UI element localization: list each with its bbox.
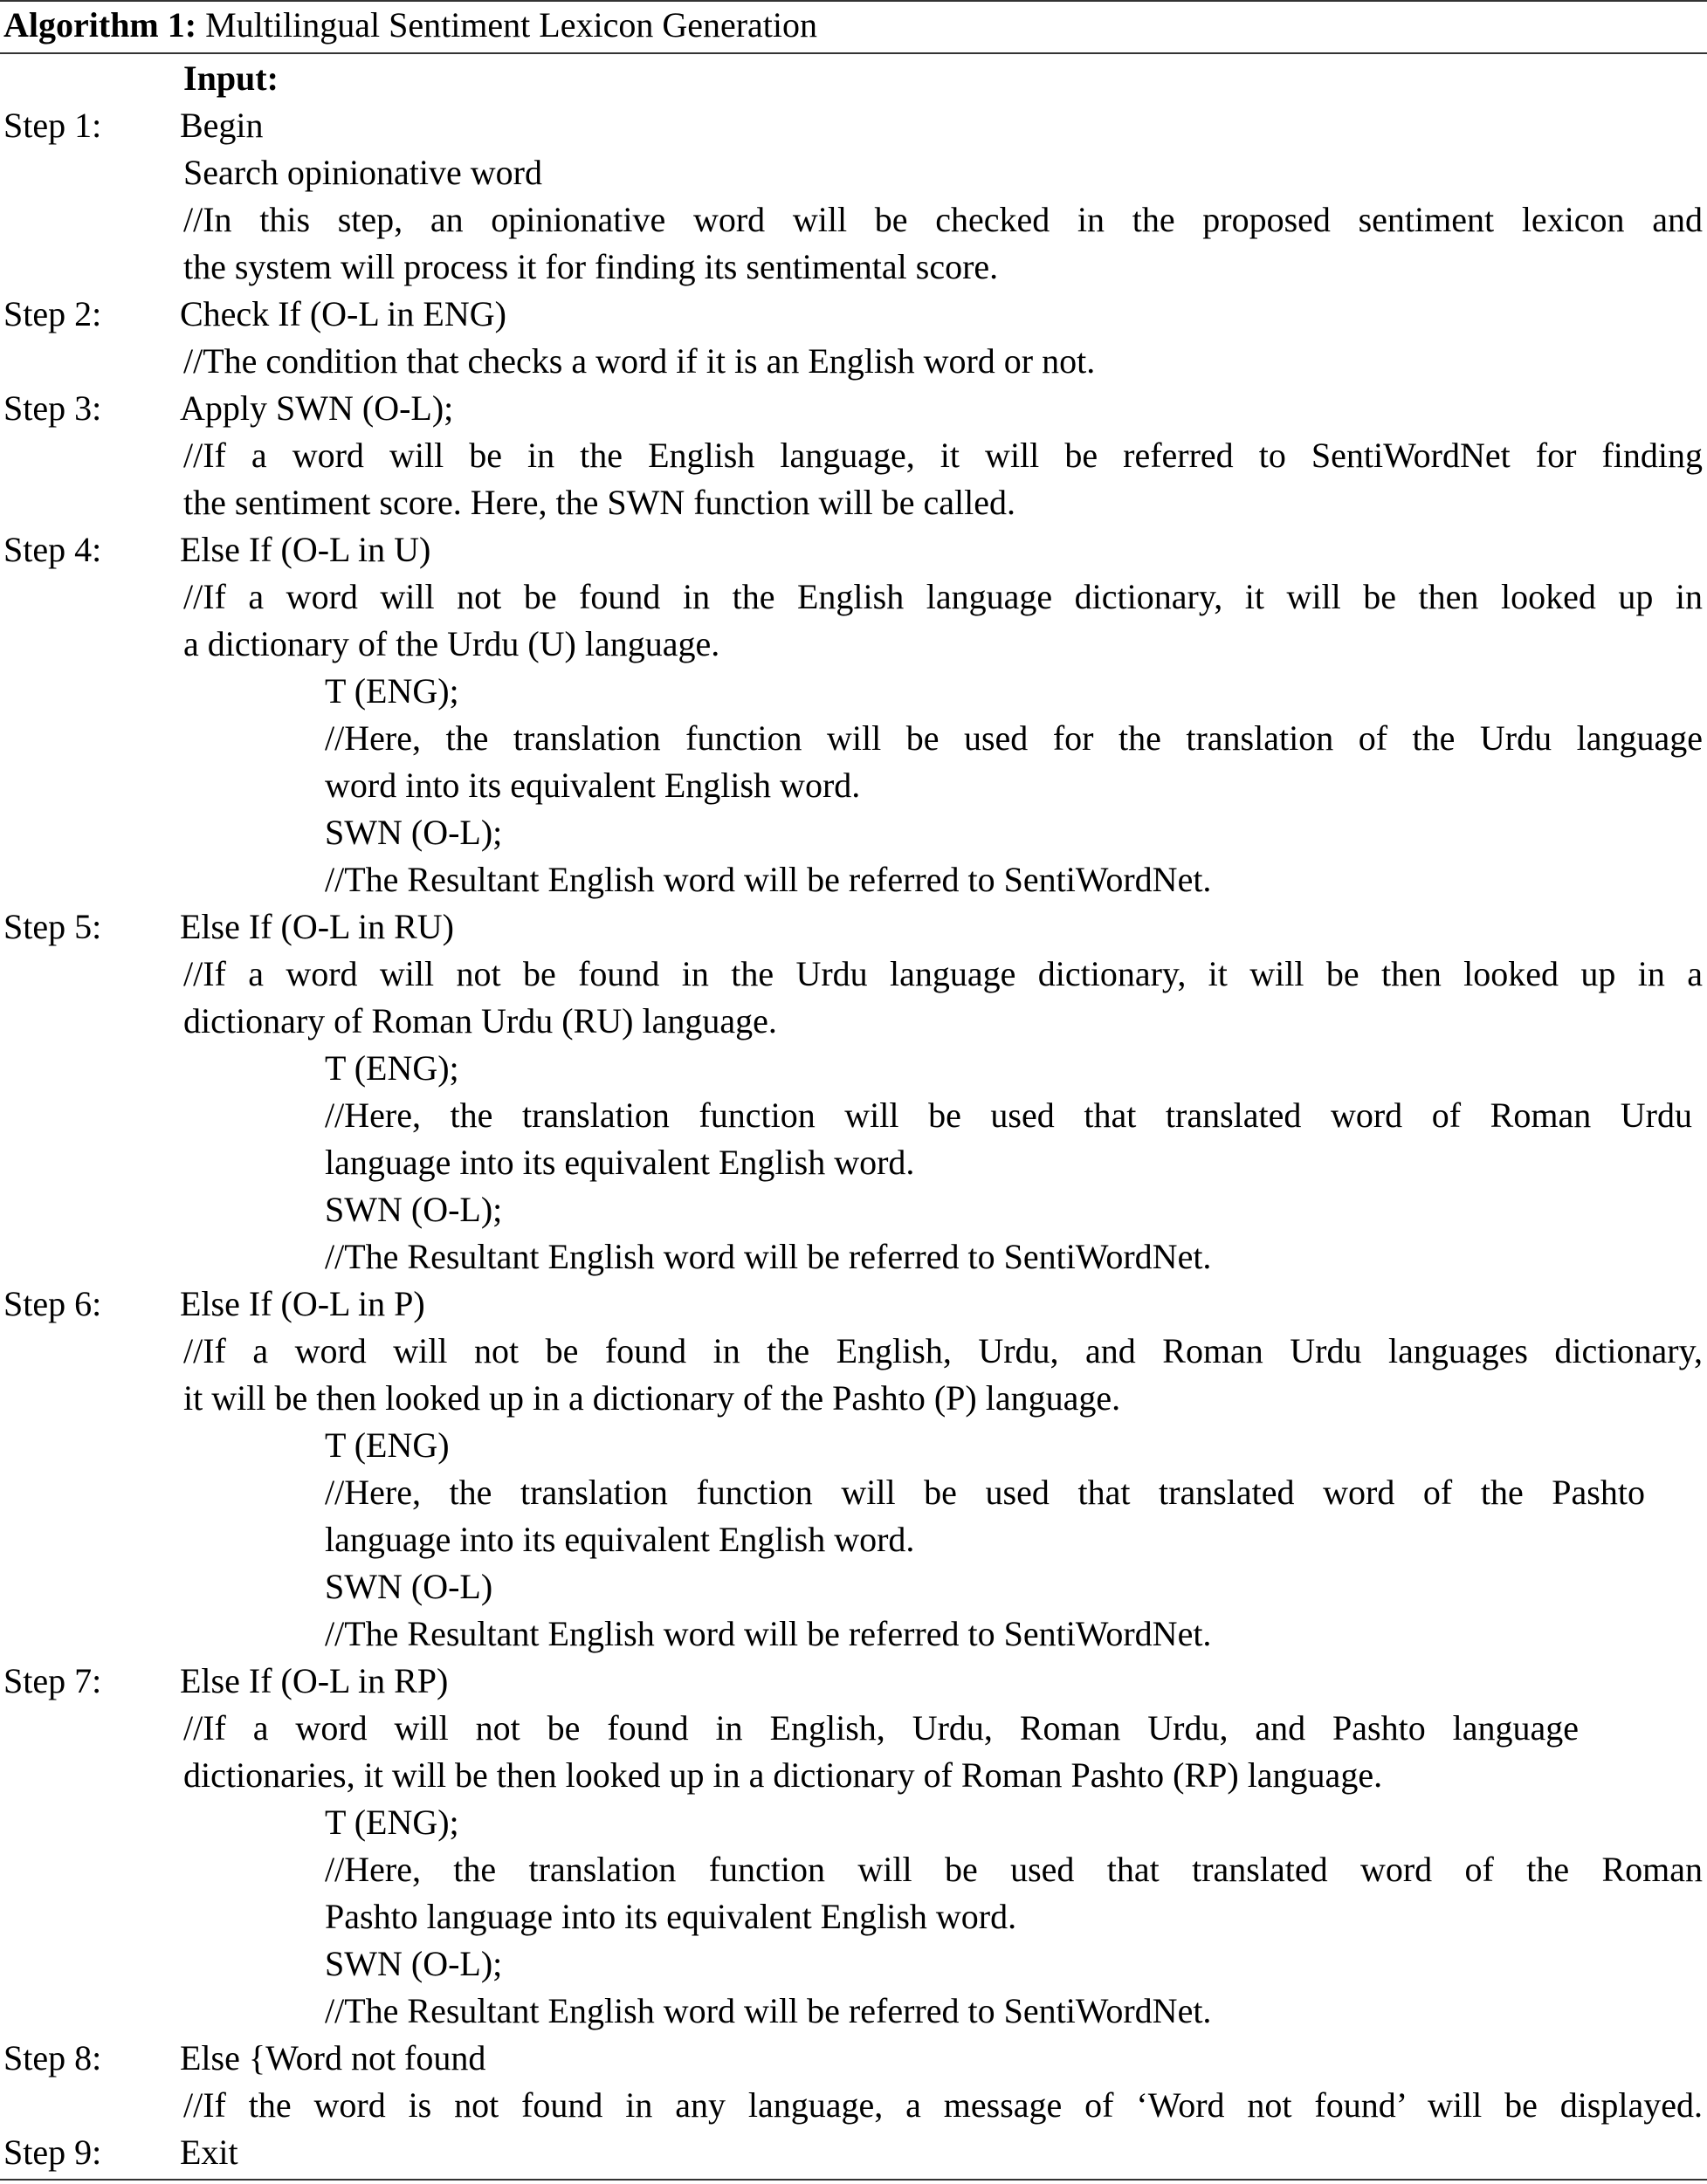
title-rule <box>0 52 1707 54</box>
step-subcomment: language into its equivalent English word. <box>325 1143 915 1182</box>
step-comment: a dictionary of the Urdu (U) language. <box>183 624 720 663</box>
step-comment: //In this step, an opinionative word will be checked in the proposed sentiment lexicon and <box>183 200 1703 239</box>
step-subline: SWN (O-L); <box>325 813 503 852</box>
input-row <box>0 55 1707 102</box>
step-row <box>0 385 1707 432</box>
step-comment: //If the word is not found in any language, a message of ‘Word not found’ will be displayed. <box>183 2085 1703 2125</box>
step-line-row <box>0 1611 1707 1658</box>
step-line-row <box>0 2082 1707 2129</box>
step-subcomment: //Here, the translation function will be used that translated word of Roman Urdu <box>325 1095 1692 1135</box>
step-subline: SWN (O-L); <box>325 1190 503 1229</box>
step-line-row <box>0 856 1707 903</box>
step-line: Apply SWN (O-L); <box>180 388 454 428</box>
step-row <box>0 526 1707 573</box>
step-line-row <box>0 1799 1707 1846</box>
step-line-row <box>0 951 1707 998</box>
step-line: Else If (O-L in RP) <box>180 1661 449 1700</box>
step-comment: //If a word will not be found in the Urdu language dictionary, it will be then looked up in a <box>183 954 1703 993</box>
step-label: Step 1: <box>3 106 102 145</box>
step-line-row <box>0 1233 1707 1281</box>
step-subcomment: language into its equivalent English word. <box>325 1520 915 1559</box>
step-comment: dictionaries, it will be then looked up in a dictionary of Roman Pashto (RP) language. <box>183 1755 1383 1795</box>
step-line-row <box>0 668 1707 715</box>
step-line-row <box>0 196 1707 244</box>
step-comment: //If a word will not be found in the English language dictionary, it will be then looked up in <box>183 577 1703 616</box>
step-label: Step 8: <box>3 2038 102 2078</box>
step-line-row <box>0 621 1707 668</box>
step-comment: //If a word will not be found in the English, Urdu, and Roman Urdu languages dictionary, <box>183 1331 1703 1370</box>
step-line: Search opinionative word <box>183 153 542 192</box>
step-line-row <box>0 1846 1707 1893</box>
step-subcomment: //The Resultant English word will be referred to SentiWordNet. <box>325 1614 1212 1653</box>
step-subcomment: word into its equivalent English word. <box>325 766 861 805</box>
step-line: Check If (O-L in ENG) <box>180 294 506 333</box>
step-line-row <box>0 1893 1707 1940</box>
step-comment: //The condition that checks a word if it is an English word or not. <box>183 341 1096 381</box>
step-comment: //If a word will be in the English language, it will be referred to SentiWordNet for finding <box>183 436 1703 475</box>
step-row <box>0 2129 1707 2176</box>
step-subcomment: //The Resultant English word will be referred to SentiWordNet. <box>325 1991 1212 2030</box>
step-subline: SWN (O-L) <box>325 1567 493 1606</box>
step-line-row <box>0 1469 1707 1516</box>
step-line-row <box>0 1988 1707 2035</box>
step-line-row <box>0 1328 1707 1375</box>
step-line-row <box>0 573 1707 621</box>
step-subcomment: //Here, the translation function will be used that translated word of the Roman <box>325 1850 1703 1889</box>
step-line: Else {Word not found <box>180 2038 486 2078</box>
step-row <box>0 2035 1707 2082</box>
step-row <box>0 1281 1707 1328</box>
step-line-row <box>0 244 1707 291</box>
step-label: Step 3: <box>3 388 102 428</box>
step-line-row <box>0 1139 1707 1186</box>
step-line-row <box>0 1516 1707 1563</box>
step-line-row <box>0 479 1707 526</box>
step-label: Step 2: <box>3 294 102 333</box>
step-label: Step 6: <box>3 1284 102 1323</box>
step-subline: T (ENG); <box>325 1803 459 1842</box>
step-subline: T (ENG) <box>325 1425 450 1465</box>
step-line: Begin <box>180 106 264 145</box>
step-line-row <box>0 1375 1707 1422</box>
input-label: Input: <box>183 58 279 98</box>
step-line-row <box>0 338 1707 385</box>
step-line: Exit <box>180 2132 238 2172</box>
step-row <box>0 1658 1707 1705</box>
step-label: Step 4: <box>3 530 102 569</box>
step-line-row <box>0 1092 1707 1139</box>
step-subcomment: //The Resultant English word will be referred to SentiWordNet. <box>325 1237 1212 1276</box>
step-subcomment: //Here, the translation function will be used that translated word of the Pashto <box>325 1473 1645 1512</box>
step-comment: dictionary of Roman Urdu (RU) language. <box>183 1001 777 1040</box>
step-comment: the sentiment score. Here, the SWN function will be called. <box>183 483 1016 522</box>
step-subcomment: //Here, the translation function will be used for the translation of the Urdu language <box>325 718 1703 758</box>
step-subline: T (ENG); <box>325 1048 459 1088</box>
step-comment: it will be then looked up in a dictionary of the Pashto (P) language. <box>183 1378 1121 1418</box>
step-label: Step 5: <box>3 907 102 946</box>
step-row <box>0 903 1707 951</box>
step-line-row <box>0 1752 1707 1799</box>
step-label: Step 7: <box>3 1661 102 1700</box>
step-row <box>0 291 1707 338</box>
step-subline: SWN (O-L); <box>325 1944 503 1983</box>
step-line: Else If (O-L in U) <box>180 530 431 569</box>
algorithm-name: Multilingual Sentiment Lexicon Generation <box>205 5 818 45</box>
step-line-row <box>0 809 1707 856</box>
step-line-row <box>0 1045 1707 1092</box>
step-line-row <box>0 1422 1707 1469</box>
step-line-row <box>0 715 1707 762</box>
step-subline: T (ENG); <box>325 671 459 711</box>
step-line: Else If (O-L in RU) <box>180 907 454 946</box>
step-comment: //If a word will not be found in English, Urdu, Roman Urdu, and Pashto language <box>183 1708 1579 1748</box>
step-label: Step 9: <box>3 2132 102 2172</box>
step-line-row <box>0 1940 1707 1988</box>
step-line-row <box>0 149 1707 196</box>
step-comment: the system will process it for finding its sentimental score. <box>183 247 999 286</box>
step-line-row <box>0 762 1707 809</box>
step-line-row <box>0 1186 1707 1233</box>
step-line-row <box>0 1563 1707 1611</box>
step-line-row <box>0 1705 1707 1752</box>
step-subcomment: Pashto language into its equivalent English word. <box>325 1897 1017 1936</box>
step-line-row <box>0 998 1707 1045</box>
bottom-rule <box>0 2179 1707 2181</box>
algorithm-label: Algorithm 1: <box>3 5 197 45</box>
step-line: Else If (O-L in P) <box>180 1284 425 1323</box>
algorithm-title <box>3 2 817 49</box>
step-line-row <box>0 432 1707 479</box>
step-subcomment: //The Resultant English word will be referred to SentiWordNet. <box>325 860 1212 899</box>
step-row <box>0 102 1707 149</box>
